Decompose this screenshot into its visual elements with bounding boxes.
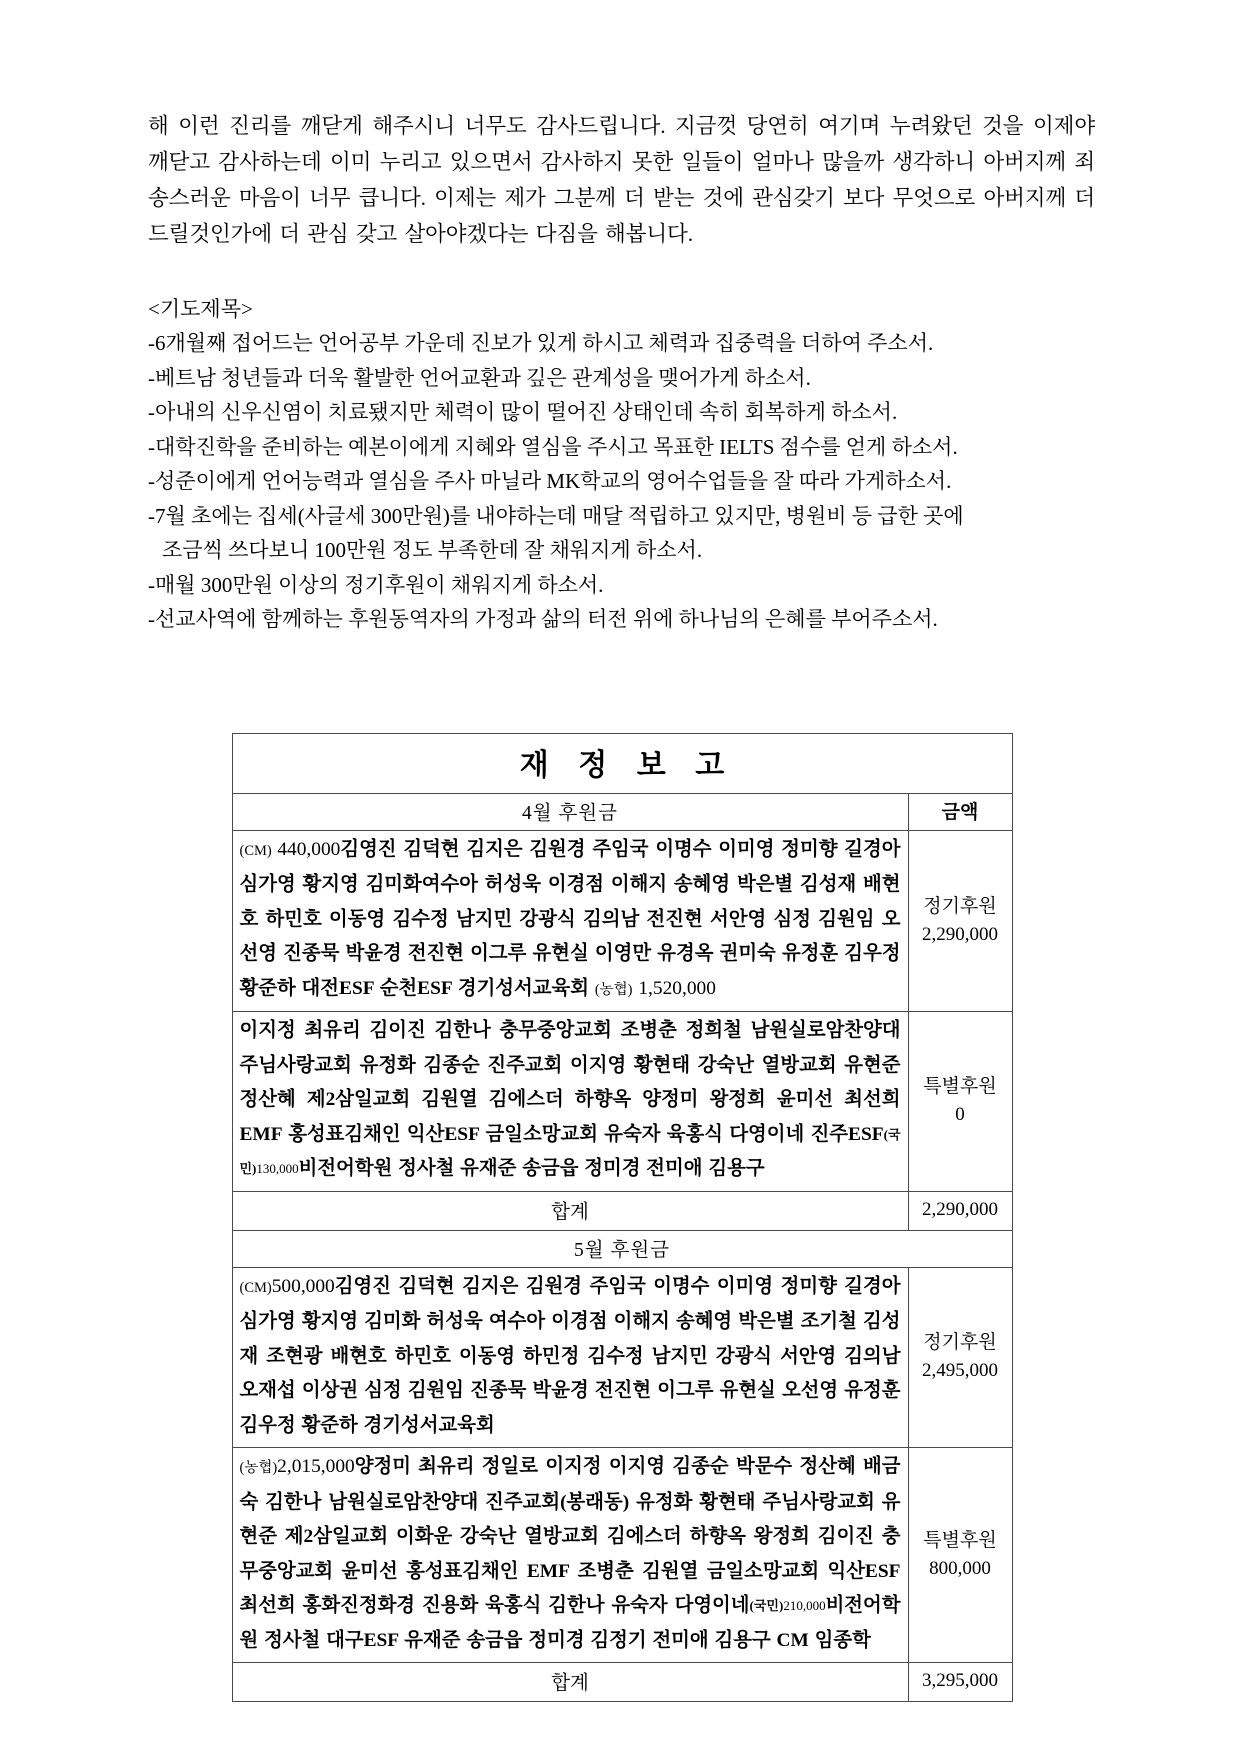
april-regular-label: 정기후원 [923,895,997,917]
prayer-item-text: -성준이에게 언어능력과 열심을 주사 마닐라 MK학교의 영어수업들을 잘 따라 가게하소서. [148,469,952,493]
prayer-item-text: -매월 300만원 이상의 정기후원이 채워지게 하소서. [148,572,604,597]
prayer-item [148,499,1095,568]
may-donor-list-part2 [232,1448,908,1663]
may-special-support-amount [908,1448,1012,1663]
april-donor-names-2: 이지정 최유리 김이진 김한나 충무중앙교회 조병춘 정희철 남원실로암찬양대 주님사랑교회 유정화 김종순 진주교회 이지영 황현태 강숙난 열방교회 유현준 정산혜 제2삼일교회 김원열 김에스더 하향옥 양정미 왕정희 윤미선 최선희 EMF 홍성표김채인 익산ESF 금일소망교회 유숙자 육홍식 다영이네 진주ESF [239,1020,901,1145]
april-special-support-amount [908,1012,1012,1192]
spacer [148,258,1095,292]
may-donor-names-3: 비전어학원 정사철 대구ESF 유재준 송금읍 정미경 김정기 전미애 김용구 CM 임종학 [239,1595,901,1651]
may-special-value: 800,000 [929,1558,991,1579]
table-row [232,1012,1012,1192]
april-kookmin-label: (국민) [239,1126,901,1176]
april-total-label: 합계 [232,1191,908,1230]
may-kookmin-amount: 210,000 [783,1598,826,1613]
prayer-item-text: -선교사역에 함께하는 후원동역자의 가정과 삶의 터전 위에 하나님의 은혜를 부어주소서. [148,607,938,631]
table-row [232,830,1012,1012]
april-kookmin-amount: 130,000 [256,1161,299,1176]
april-nonghyup-amount: 1,520,000 [632,977,716,999]
april-donor-names-3: 비전어학원 정사철 유재준 송금읍 정미경 전미애 김용구 [298,1158,765,1179]
prayer-item [148,568,1095,603]
financial-report-title: 재 정 보 고 [232,733,1012,793]
april-cm-amount: 440,000 [277,838,341,860]
may-month-header: 5월 후원금 [232,1230,1012,1267]
april-donor-list-part1 [232,830,908,1012]
prayer-item [148,361,1095,396]
prayer-item-text: -6개월째 접어드는 언어공부 가운데 진보가 있게 하시고 체력과 집중력을 더하여 주소서. [148,331,934,355]
may-nonghyup-amount: 2,015,000 [277,1456,355,1477]
april-donor-names-1: 김영진 김덕현 김지은 김원경 주임국 이명수 이미영 정미향 길경아 심가영 황지영 김미화여수아 허성욱 이경점 이해지 송혜영 박은별 김성재 배현호 하민호 이동영 김수정 남지민 강광식 김의남 전진현 서안영 심정 김원임 오선영 진종묵 박윤경 전진현 이그루 유현실 이영만 유경옥 권미숙 유정훈 김우정 황준하 대전ESF 순천ESF 경기성서교육회 [239,838,901,999]
table-row [232,733,1012,793]
table-row [232,1663,1012,1702]
body-paragraph: 해 이런 진리를 깨닫게 해주시니 너무도 감사드립니다. 지금껏 당연히 여기며 누려왔던 것을 이제야 깨닫고 감사하는데 이미 누리고 있으면서 감사하지 못한 일들이 얼마나 많을까 생각하니 아버지께 죄송스러운 마음이 너무 큽니다. 이제는 제가 그분께 더 받는 것에 관심갖기 보다 무엇으로 아버지께 더 드릴것인가에 더 관심 갖고 살아야겠다는 다짐을 해봅니다. [148,114,1095,246]
april-special-value: 0 [955,1104,965,1126]
financial-report-table-wrapper [232,733,1012,1703]
prayer-item [148,395,1095,430]
april-regular-support-amount [908,830,1012,1012]
table-row [232,1267,1012,1448]
prayer-section [148,292,1095,637]
prayer-item-text: -대학진학을 준비하는 예본이에게 지혜와 열심을 주시고 목표한 IELTS 점수를 얻게 하소서. [148,434,958,459]
may-total-amount: 3,295,000 [908,1663,1012,1702]
amount-column-header: 금액 [908,793,1012,830]
april-cm-prefix: (CM) [239,842,278,859]
financial-report-table [232,733,1013,1703]
may-nonghyup-label: (농협) [239,1460,278,1476]
prayer-item [148,326,1095,361]
prayer-item [148,602,1095,637]
april-month-header: 4월 후원금 [232,793,908,830]
april-total-amount: 2,290,000 [908,1191,1012,1230]
may-kookmin-label: (국민) [749,1598,784,1613]
may-total-label: 합계 [232,1663,908,1702]
april-special-label: 특별후원 [923,1076,997,1098]
table-row [232,793,1012,830]
may-cm-prefix: (CM) [239,1279,272,1296]
table-row [232,1230,1012,1267]
april-donor-list-part2 [232,1012,908,1192]
prayer-heading: <기도제목> [148,297,253,321]
may-regular-support-amount [908,1267,1012,1448]
may-cm-amount: 500,000 [271,1275,335,1297]
prayer-item-text: -7월 초에는 집세(사글세 300만원)를 내야하는데 매달 적립하고 있지만, 병원비 등 급한 곳에 [148,503,964,528]
may-regular-value: 2,495,000 [922,1360,998,1382]
prayer-item [148,430,1095,465]
april-regular-value: 2,290,000 [922,923,998,945]
table-row [232,1448,1012,1663]
prayer-list [148,326,1095,637]
may-regular-label: 정기후원 [923,1332,997,1354]
may-donor-list-part1 [232,1267,908,1448]
may-special-label: 특별후원 [923,1530,997,1551]
april-nonghyup-label: (농협) [594,981,633,998]
prayer-item-text: -아내의 신우신염이 치료됐지만 체력이 많이 떨어진 상태인데 속히 회복하게 하소서. [148,400,898,424]
may-donor-names-2: 양정미 최유리 정일로 이지정 이지영 김종순 박문수 정산혜 배금숙 김한나 남원실로암찬양대 진주교회(봉래동) 유정화 황현태 주님사랑교회 유현준 제2삼일교회 이화운 강숙난 열방교회 김에스더 하향옥 왕정희 김이진 충무중앙교회 윤미선 홍성표김채인 EMF 조병춘 김원열 금일소망교회 익산ESF 최선희 홍화진정화경 진용화 육홍식 김한나 유숙자 다영이네 [239,1456,901,1616]
prayer-item-continuation: 조금씩 쓰다보니 100만원 정도 부족한데 잘 채워지게 하소서. [162,538,703,562]
may-donor-names-1: 김영진 김덕현 김지은 김원경 주임국 이명수 이미영 정미향 길경아 심가영 황지영 김미화 허성욱 여수아 이경점 이해지 송혜영 박은별 조기철 김성재 조현광 배현호 하민호 이동영 하민정 김수정 남지민 강광식 서안영 김의남 오재섭 이상권 심정 김원임 진종묵 박윤경 전진현 이그루 유현실 오선영 유정훈 김우정 황준하 경기성서교육회 [239,1275,901,1436]
prayer-item-text: -베트남 청년들과 더욱 활발한 언어교환과 깊은 관계성을 맺어가게 하소서. [148,365,811,390]
prayer-item [148,464,1095,499]
table-row [232,1191,1012,1230]
